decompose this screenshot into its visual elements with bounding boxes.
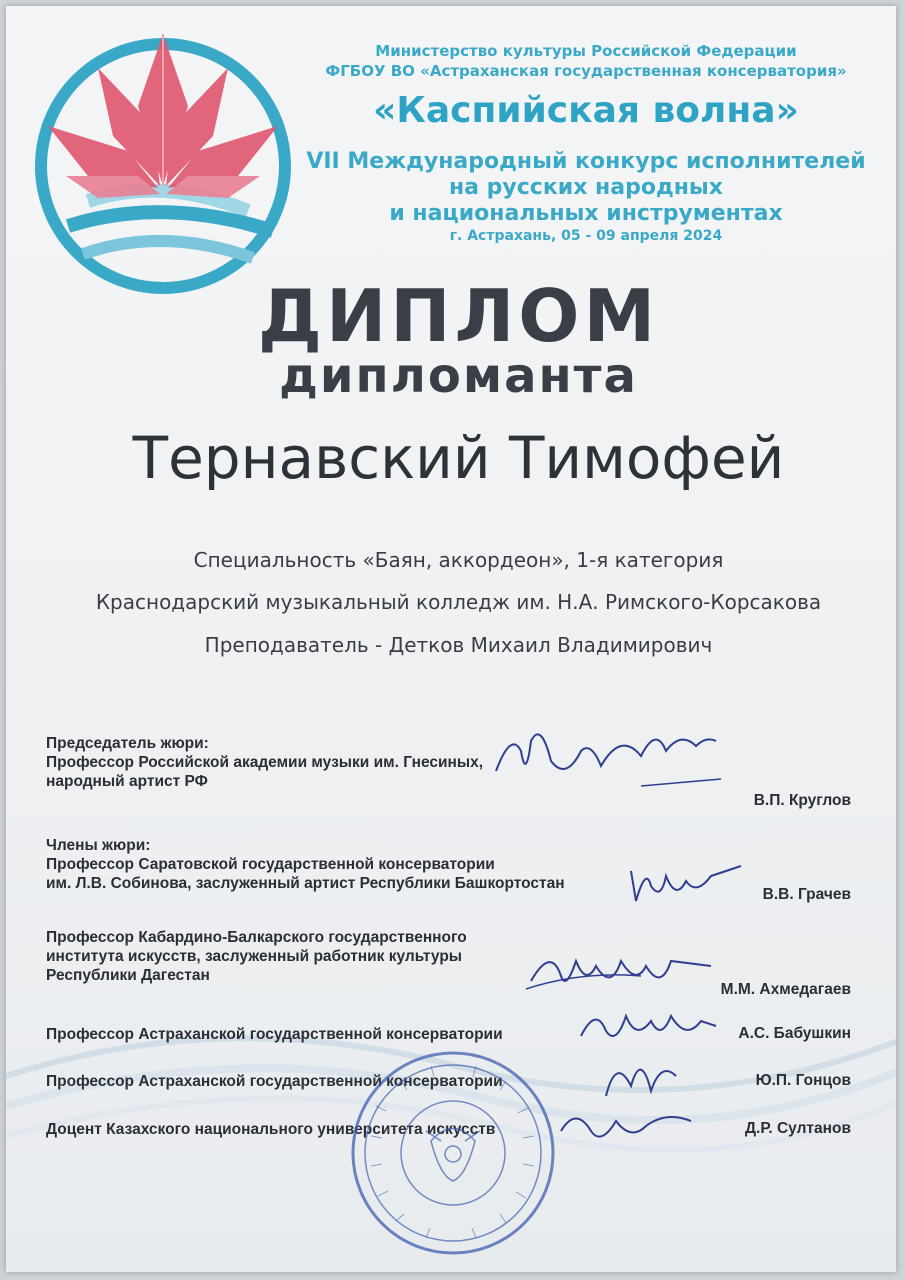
teacher-text: Преподаватель - Детков Михаил Владимирович: [204, 633, 713, 657]
chair-position-1: Профессор Российской академии музыки им. Гнесиных,: [46, 754, 484, 771]
college-text: Краснодарский музыкальный колледж им. Н.А. Римского-Корсакова: [95, 590, 822, 614]
official-seal: [346, 1046, 561, 1261]
contest-description: [306, 149, 866, 227]
diploma-title: ДИПЛОМ: [257, 274, 660, 358]
diploma-subtitle: дипломанта: [279, 348, 638, 404]
contest-name: «Каспийская волна»: [373, 90, 799, 131]
specialty-text: Специальность «Баян, аккордеон», 1-я категория: [193, 548, 724, 572]
member-2-position-2: института искусств, заслуженный работник культуры: [46, 948, 463, 965]
chair-position-2: народный артист РФ: [46, 773, 208, 790]
chair-name: В.П. Круглов: [753, 792, 851, 809]
signature-member-3: [576, 1001, 726, 1051]
member-5-position: Доцент Казахского национального университета искусств: [46, 1121, 496, 1138]
jury-member-2-block: [46, 928, 467, 985]
place-date: г. Астрахань, 05 - 09 апреля 2024: [449, 228, 723, 244]
contest-line-1: VII Международный конкурс исполнителей: [306, 149, 866, 174]
institution-text: ФГБОУ ВО «Астраханская государственная консерватория»: [325, 62, 847, 80]
member-4-position: Профессор Астраханской государственной консерватории: [46, 1073, 503, 1090]
member-2-position-3: Республики Дагестан: [46, 967, 210, 984]
member-4-name: Ю.П. Гонцов: [755, 1072, 851, 1089]
signature-member-2: [521, 941, 721, 1001]
member-1-position-1: Профессор Саратовской государственной консерватории: [46, 856, 495, 873]
member-3-name: А.С. Бабушкин: [738, 1025, 851, 1042]
member-1-position-2: им. Л.В. Собинова, заслуженный артист Республики Башкортостан: [46, 875, 565, 892]
signature-member-5: [551, 1091, 701, 1151]
ministry-text: Министерство культуры Российской Федерации: [375, 42, 797, 60]
contest-line-3: и национальных инструментах: [389, 201, 783, 226]
member-5-name: Д.Р. Султанов: [744, 1120, 851, 1137]
chair-heading: Председатель жюри:: [46, 735, 209, 752]
members-heading: Члены жюри:: [46, 837, 151, 854]
member-2-name: М.М. Ахмедагаев: [720, 981, 851, 998]
member-3-position: Профессор Астраханской государственной консерватории: [46, 1026, 503, 1043]
jury-member-1-block: [46, 836, 565, 893]
contest-line-2: на русских народных: [448, 175, 724, 200]
jury-chair-block: [46, 734, 483, 791]
member-1-name: В.В. Грачев: [762, 886, 851, 903]
jury-member-3-block: [46, 1025, 503, 1044]
signature-chair: [491, 711, 731, 801]
member-2-position-1: Профессор Кабардино-Балкарского государственного: [46, 929, 467, 946]
lotus-wave-logo: [28, 26, 298, 296]
signature-member-1: [621, 856, 751, 911]
recipient-name: Тернавский Тимофей: [132, 424, 785, 492]
diploma-sheet: [6, 6, 896, 1272]
